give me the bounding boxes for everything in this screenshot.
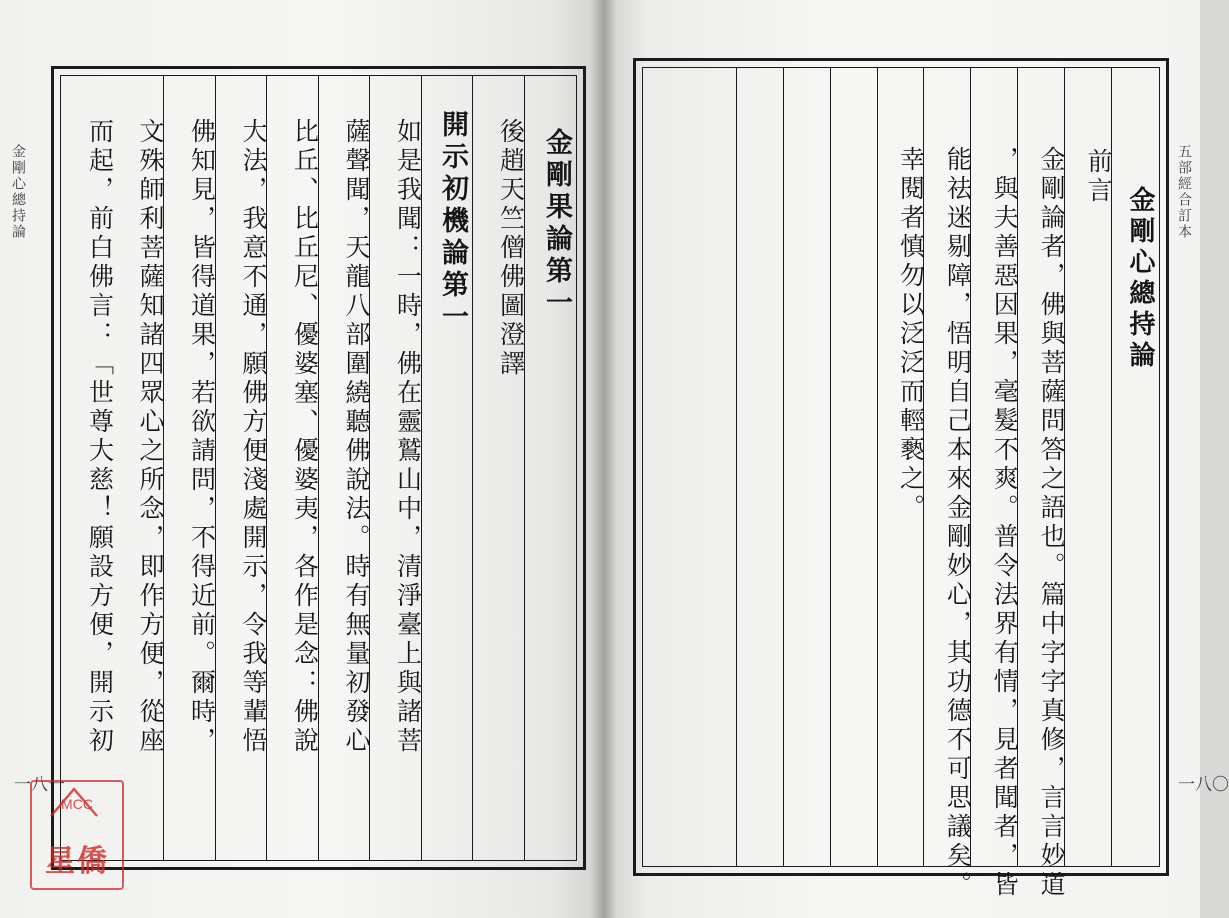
left-column xyxy=(113,76,165,860)
right-column-grid xyxy=(642,67,1160,900)
left-column xyxy=(422,76,474,860)
left-column-grid xyxy=(60,75,577,861)
left-text-line: 大法，我意不通，願佛方便淺處開示，令我等輩悟 xyxy=(239,118,268,756)
left-frame xyxy=(51,66,586,870)
right-column xyxy=(737,68,784,866)
left-column xyxy=(319,76,371,860)
left-heading: 金剛果論第一 xyxy=(541,128,572,320)
right-column xyxy=(1018,68,1067,900)
right-text-line: 金剛論者，佛與菩薩問答之語也。篇中字字真修，言言妙道 xyxy=(1037,146,1067,900)
right-column xyxy=(643,68,690,866)
right-frame xyxy=(633,58,1169,900)
left-column xyxy=(61,76,113,860)
right-column xyxy=(878,68,925,866)
watermark-han: 星僑 xyxy=(45,844,109,879)
left-column xyxy=(525,76,577,860)
right-heading: 金剛心總持論 xyxy=(1124,186,1155,372)
watermark-latin: MCC xyxy=(61,796,93,812)
right-column xyxy=(924,68,973,900)
right-page xyxy=(603,0,1229,918)
right-column xyxy=(831,68,878,866)
left-text-line: 後趙天竺僧佛圖澄譯 xyxy=(496,118,526,379)
right-column xyxy=(784,68,831,866)
left-heading: 開示初機論第一 xyxy=(437,110,468,334)
left-page-number: 一八一 xyxy=(14,775,65,795)
right-text-line: ，與夫善惡因果，毫髮不爽。普令法界有情，見者聞者，皆 xyxy=(990,146,1020,900)
left-text-line: 比丘、比丘尼、優婆塞、優婆夷，各作是念：佛說 xyxy=(290,118,320,756)
right-column xyxy=(971,68,1020,900)
left-column xyxy=(267,76,319,860)
left-text-line: 薩聲聞，天龍八部圍繞聽佛說法。時有無量初發心 xyxy=(342,118,371,756)
left-side-title: 金剛心總持論 xyxy=(10,144,26,240)
right-column xyxy=(1112,68,1159,866)
left-column xyxy=(164,76,216,860)
left-column xyxy=(370,76,422,860)
left-column xyxy=(473,76,525,860)
right-column xyxy=(1065,68,1112,866)
right-column xyxy=(690,68,737,866)
right-side-title: 五部經合訂本 xyxy=(1176,144,1192,240)
right-text-line: 前言 xyxy=(1084,148,1114,206)
left-text-line: 而起，前白佛言：「世尊大慈！願設方便，開示初 xyxy=(85,118,115,756)
left-text-line: 佛知見，皆得道果，若欲請問，不得近前。爾時， xyxy=(187,118,217,756)
left-text-line: 如是我聞：一時，佛在靈鷲山中，清淨臺上與諸菩 xyxy=(393,118,423,756)
right-text-line: 能祛迷剔障，悟明自己本來金剛妙心，其功德不可思議矣。 xyxy=(943,146,973,900)
watermark-stamp xyxy=(30,780,124,890)
left-text-line: 文殊師利菩薩知諸四眾心之所念，即作方便，從座 xyxy=(136,118,165,756)
right-page-number: 一八〇 xyxy=(1178,775,1229,795)
left-column xyxy=(216,76,268,860)
book-gutter-shadow xyxy=(590,0,616,918)
right-text-line: 幸閱者慎勿以泛泛而輕褻之。 xyxy=(896,146,926,523)
